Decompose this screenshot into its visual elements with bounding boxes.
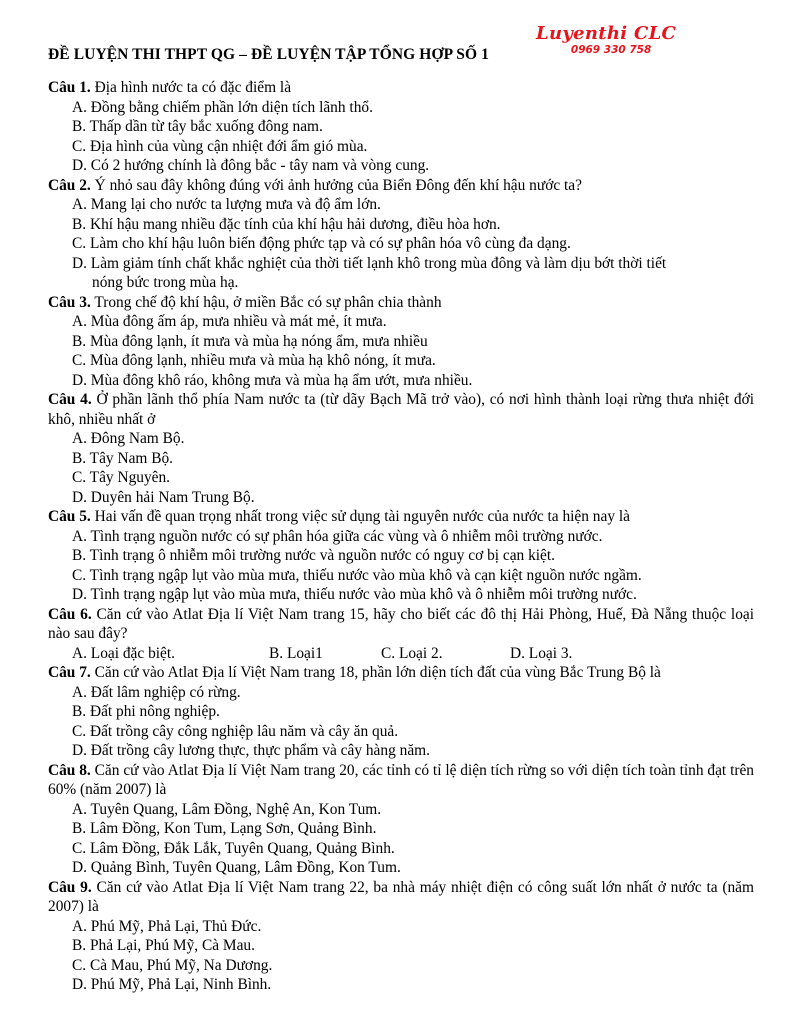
option-a: A. Loại đặc biệt.	[72, 644, 175, 662]
question-number: Câu 7.	[48, 664, 91, 681]
question-stem	[48, 878, 754, 917]
question-stem	[48, 293, 754, 313]
page-header	[48, 0, 754, 74]
question-text: Căn cứ vào Atlat Địa lí Việt Nam trang 20, các tỉnh có tỉ lệ diện tích rừng so với diện tích toàn tỉnh đạt trên 60% (năm 2007) là	[48, 761, 754, 798]
question-stem	[48, 761, 754, 800]
option-row	[48, 644, 754, 664]
option-c: C. Cà Mau, Phú Mỹ, Na Dương.	[72, 956, 273, 974]
option-b: B. Lâm Đồng, Kon Tum, Lạng Sơn, Quảng Bình.	[72, 820, 377, 837]
option-a: A. Mang lại cho nước ta lượng mưa và độ ẩm lớn.	[72, 196, 381, 213]
question-number: Câu 4.	[48, 391, 92, 408]
option-d: D. Có 2 hướng chính là đông bắc - tây nam và vòng cung.	[72, 157, 430, 174]
question-text: Địa hình nước ta có đặc điểm là	[94, 79, 292, 96]
option-d	[48, 254, 754, 293]
option-c: C. Mùa đông lạnh, nhiều mưa và mùa hạ khô nóng, ít mưa.	[72, 352, 436, 369]
option-d: D. Phú Mỹ, Phả Lại, Ninh Bình.	[72, 976, 272, 993]
option-d: D. Mùa đông khô ráo, không mưa và mùa hạ ẩm ướt, mưa nhiều.	[72, 371, 473, 389]
option-d: D. Đất trồng cây lương thực, thực phẩm và cây hàng năm.	[72, 742, 430, 759]
question-text: Căn cứ vào Atlat Địa lí Việt Nam trang 22, ba nhà máy nhiệt điện có công suất lớn nhất ở nước ta (năm 2007) là	[48, 878, 754, 915]
question-9	[48, 878, 754, 995]
option-a: A. Tuyên Quang, Lâm Đồng, Nghệ An, Kon Tum.	[72, 800, 382, 818]
option-d: D. Duyên hải Nam Trung Bộ.	[72, 488, 255, 506]
brand-logo	[536, 24, 676, 56]
option-c: C. Đất trồng cây công nghiệp lâu năm và cây ăn quả.	[72, 722, 399, 740]
option-a: A. Tình trạng nguồn nước có sự phân hóa giữa các vùng và ô nhiễm môi trường nước.	[72, 527, 603, 545]
question-number: Câu 6.	[48, 605, 92, 623]
exam-page	[48, 0, 754, 995]
question-stem	[48, 176, 754, 196]
option-c: C. Lâm Đồng, Đắk Lắk, Tuyên Quang, Quảng Bình.	[72, 839, 395, 857]
option-a: A. Phú Mỹ, Phả Lại, Thủ Đức.	[72, 917, 262, 935]
option-b: B. Loại1	[269, 644, 323, 662]
brand-phone: 0969 330 758	[570, 44, 652, 56]
question-text: Căn cứ vào Atlat Địa lí Việt Nam trang 18, phần lớn diện tích đất của vùng Bắc Trung Bộ là	[94, 664, 661, 681]
option-c: C. Làm cho khí hậu luôn biến động phức tạp và có sự phân hóa vô cùng đa dạng.	[72, 235, 571, 252]
brand-name: Luyenthi CLC	[536, 23, 677, 44]
question-7	[48, 663, 754, 761]
option-d-text: D. Làm giảm tính chất khắc nghiệt của thời tiết lạnh khô trong mùa đông và làm dịu bớt thời tiết	[72, 254, 667, 272]
question-list	[48, 78, 754, 995]
question-text: Trong chế độ khí hậu, ở miền Bắc có sự phân chia thành	[94, 293, 442, 311]
question-text: Ở phần lãnh thổ phía Nam nước ta (từ dãy Bạch Mã trở vào), có nơi hình thành loại rừng thưa nhiệt đới khô, nhiều nhất ở	[48, 391, 754, 428]
option-d: D. Quảng Bình, Tuyên Quang, Lâm Đồng, Kon Tum.	[72, 859, 401, 876]
question-number: Câu 3.	[48, 293, 91, 311]
question-stem	[48, 663, 754, 683]
option-a: A. Đông Nam Bộ.	[72, 430, 185, 447]
option-c: C. Địa hình của vùng cận nhiệt đới ẩm gió mùa.	[72, 137, 368, 155]
option-a: A. Đồng bằng chiếm phần lớn diện tích lãnh thổ.	[72, 98, 373, 116]
question-stem	[48, 507, 754, 527]
question-number: Câu 5.	[48, 508, 91, 525]
question-6	[48, 605, 754, 664]
option-b: B. Mùa đông lạnh, ít mưa và mùa hạ nóng ẩm, mưa nhiều	[72, 332, 428, 350]
question-8	[48, 761, 754, 878]
option-c: C. Tình trạng ngập lụt vào mùa mưa, thiếu nước vào mùa khô và cạn kiệt nguồn nước ngầm.	[72, 566, 642, 584]
question-number: Câu 1.	[48, 79, 91, 96]
option-b: B. Tình trạng ô nhiễm môi trường nước và nguồn nước có nguy cơ bị cạn kiệt.	[72, 547, 556, 564]
question-3	[48, 293, 754, 391]
option-b: B. Thấp dần từ tây bắc xuống đông nam.	[72, 118, 323, 135]
question-number: Câu 2.	[48, 176, 91, 194]
page-title: ĐỀ LUYỆN THI THPT QG – ĐỀ LUYỆN TẬP TỔNG HỢP SỐ 1	[48, 46, 490, 63]
question-text: Hai vấn đề quan trọng nhất trong việc sử dụng tài nguyên nước của nước ta hiện nay là	[94, 508, 630, 525]
question-text: Ý nhỏ sau đây không đúng với ảnh hưởng của Biển Đông đến khí hậu nước ta?	[94, 176, 582, 194]
question-4	[48, 390, 754, 507]
question-text: Căn cứ vào Atlat Địa lí Việt Nam trang 15, hãy cho biết các đô thị Hải Phòng, Huế, Đà Nẵng thuộc loại nào sau đây?	[48, 605, 754, 642]
option-b: B. Khí hậu mang nhiều đặc tính của khí hậu hải dương, điều hòa hơn.	[72, 215, 501, 233]
option-d: D. Tình trạng ngập lụt vào mùa mưa, thiếu nước vào mùa khô và ô nhiễm môi trường nước.	[72, 586, 637, 603]
option-a: A. Mùa đông ấm áp, mưa nhiều và mát mẻ, ít mưa.	[72, 313, 387, 330]
question-5	[48, 507, 754, 605]
option-a: A. Đất lâm nghiệp có rừng.	[72, 683, 241, 701]
option-b: B. Tây Nam Bộ.	[72, 449, 174, 467]
option-b: B. Phả Lại, Phú Mỹ, Cà Mau.	[72, 937, 255, 954]
question-stem	[48, 605, 754, 644]
option-d-continuation: nóng bức trong mùa hạ.	[92, 274, 239, 291]
option-d: D. Loại 3.	[510, 644, 573, 662]
option-c: C. Loại 2.	[381, 644, 443, 662]
question-stem	[48, 78, 754, 98]
option-b: B. Đất phi nông nghiệp.	[72, 703, 220, 720]
question-number: Câu 9.	[48, 878, 92, 896]
question-number: Câu 8.	[48, 761, 91, 779]
question-2	[48, 176, 754, 293]
question-stem	[48, 390, 754, 429]
option-c: C. Tây Nguyên.	[72, 469, 171, 486]
question-1	[48, 78, 754, 176]
